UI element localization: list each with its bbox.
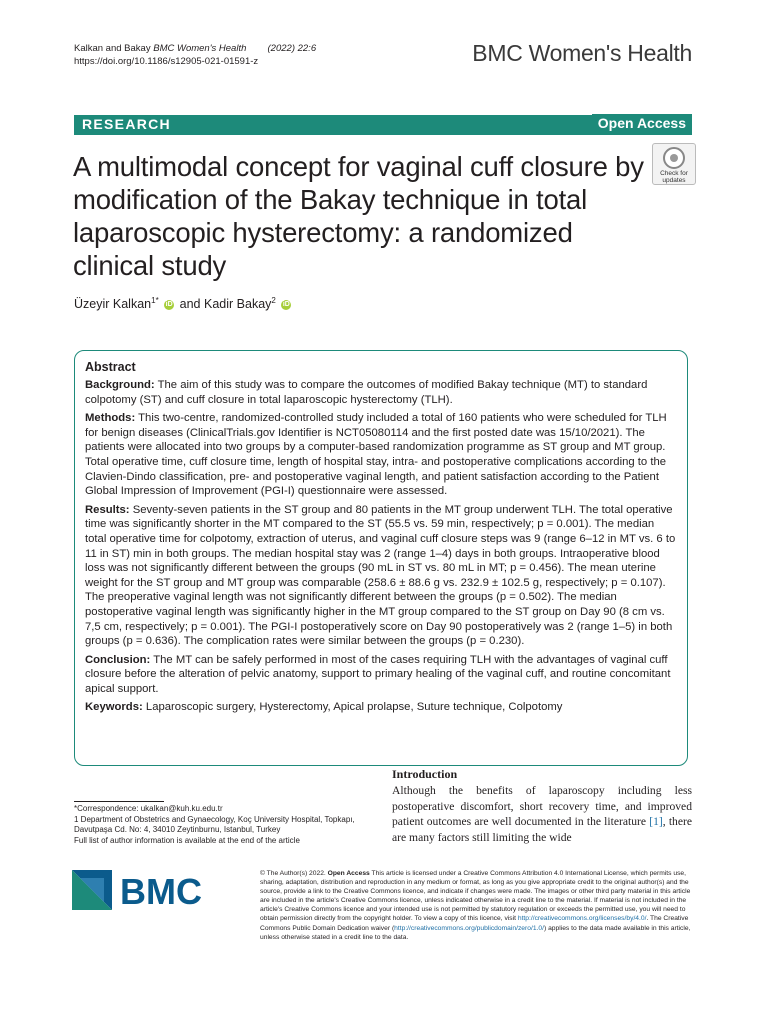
introduction-text — [392, 783, 692, 846]
check-updates-line2: updates — [662, 177, 686, 184]
abstract-methods — [85, 411, 677, 499]
check-updates-line1: Check for — [660, 170, 688, 177]
introduction-heading: Introduction — [392, 767, 458, 781]
author-info-note: Full list of author information is available at the end of the article — [74, 835, 300, 845]
header-doi-link[interactable]: https://doi.org/10.1186/s12905-021-01591-z — [74, 56, 259, 67]
intro-text-part1: Although the benefits of laparoscopy including less postoperative discomfort, short recovery time, and improved patient outcomes are well documented in the literature — [392, 784, 692, 829]
article-title: A multimodal concept for vaginal cuff closure by modification of the Bakay technique in total laparoscopic hysterectomy: a randomized clinical study — [73, 151, 644, 281]
check-for-updates-button[interactable] — [652, 143, 696, 185]
author-1-affiliation: 1* — [151, 296, 159, 305]
journal-name: BMC Women's Health — [472, 40, 692, 66]
license-text-2: . The Creative Commons Public Domain Dedication waiver ( — [260, 915, 689, 932]
abstract-keywords — [85, 700, 677, 715]
header-journal: BMC Women's Health — [153, 43, 247, 54]
license-text-3: ) applies to the data made available in this article, unless otherwise stated in a credit line to the data. — [260, 924, 691, 941]
open-access-badge: Open Access — [592, 114, 692, 133]
methods-text: This two-centre, randomized-controlled study included a total of 160 patients who were scheduled for TLH for benign diseases (ClinicalTrials.gov Identifier is NCT05080114 and the first posted date was 15/10/2021). The patients were allocated into two groups by a computer-based randomization programme as ST group and MT group. Total operative time, cuff closure time, length of hospital stay, intra- and postoperative complications according to the Clavien-Dindo classification, pre- and postoperative vaginal length, and patient satisfaction according to the Patient Global Impression of Improvement (PGI-I) questionnaire were assessed. — [85, 412, 667, 498]
conclusion-text: The MT can be safely performed in most of the cases requiring TLH with the advantages of vaginal cuff closure before the alteration of pelvic anatomy, support to primary healing of the vaginal cuff, and routine concomitant apical support. — [85, 653, 671, 695]
keywords-label: Keywords: — [85, 701, 143, 714]
bmc-logo-mark — [72, 870, 217, 912]
article-type-band — [74, 115, 692, 135]
footnote-divider — [74, 801, 164, 802]
license-cc0-link[interactable]: http://creativecommons.org/publicdomain/zero/1.0/ — [394, 924, 544, 932]
research-label: RESEARCH — [82, 116, 171, 132]
author-2-affiliation: 2 — [271, 296, 276, 305]
author-list — [74, 296, 293, 311]
license-open-access: Open Access — [327, 870, 370, 877]
license-cc-by-link[interactable]: http://creativecommons.org/licenses/by/4.0/ — [517, 915, 647, 923]
author-2[interactable]: Kadir Bakay — [204, 297, 272, 312]
background-label: Background: — [85, 379, 155, 391]
license-copyright: © The Author(s) 2022. — [260, 870, 326, 877]
abstract-results — [85, 503, 677, 649]
intro-text-part2: , there are many factors still limiting the wide — [392, 815, 692, 845]
author-1[interactable]: Üzeyir Kalkan — [74, 297, 152, 312]
affiliation-1: 1 Department of Obstetrics and Gynaecology, Koç University Hospital, Topkapı, Davutpaşa Cd. No: 4, 34010 Zeytinburnu, Istanbul, Turkey — [74, 814, 355, 835]
license-text-1: This article is licensed under a Creative Commons Attribution 4.0 International License, which permits use, sharing, adaptation, distribution and reproduction in any medium or format, as long as you give appropriate credit to the original author(s) and the source, provide a link to the Creative Commons licence, and indicate if changes were made. The images or other third party material in this article are included in the article's Creative Commons licence, unless indicated otherwise in a credit line to the material. If material is not included in the article's Creative Commons licence and your intended use is not permitted by statutory regulation or exceeds the permitted use, you will need to obtain permission directly from the copyright holder. To view a copy of this licence, visit — [260, 870, 691, 923]
orcid-icon[interactable]: iD — [282, 300, 290, 308]
citation-link[interactable]: [1] — [649, 815, 663, 829]
abstract-background — [85, 378, 677, 407]
abstract-heading: Abstract — [85, 360, 136, 374]
author-and: and — [179, 297, 201, 312]
correspondence-footnote — [74, 804, 374, 846]
orcid-icon[interactable]: iD — [165, 300, 173, 308]
background-text: The aim of this study was to compare the outcomes of modified Bakay technique (MT) to standard colpotomy (ST) and cuff closure in total laparoscopic hysterectomy (TLH). — [85, 379, 648, 406]
header-authors: Kalkan and Bakay — [74, 43, 151, 54]
results-text: Seventy-seven patients in the ST group and 80 patients in the MT group underwent TLH. The total operative time was significantly shorter in the MT compared to the ST (55.5 vs. 59 min, respectively; p = 0.001). The median total operative time for colpotomy, extraction of uterus, and vaginal cuff closure steps was 9 (range 6–12 in MT vs. 6 to 11 in ST) min in both groups. The median hospital stay was 2 (range 1–4) days in both groups. Intraoperative blood loss was not significantly different between the groups (90 mL in ST vs. 80 mL in MT; p = 0.456). The mean uterine weight for the ST group and MT group was comparable (258.6 ± 88.6 g vs. 232.9 ± 102.5 g, respectively; p = 0.107). The preoperative vaginal length was not significantly different between the groups (p = 0.502). The median postoperative vaginal length was significantly higher in the MT group compared to the ST group on Day 90 (8 cm vs. 7,5 cm, respectively; p = 0.001). The PGI-I postoperatively score on Day 90 postoperatively was 2 (range 1–5) in both groups (p = 0.636). The complication rates were similar between the groups (p = 0.230). — [85, 503, 676, 648]
correspondence-email[interactable]: *Correspondence: ukalkan@kuh.ku.edu.tr — [74, 804, 223, 813]
header-year-volume: (2022) 22:6 — [267, 43, 317, 54]
check-updates-label — [653, 170, 695, 184]
license-statement — [260, 869, 694, 942]
bmc-logo-text: BMC — [120, 871, 202, 912]
keywords-text: Laparoscopic surgery, Hysterectomy, Apical prolapse, Suture technique, Colpotomy — [145, 701, 563, 714]
abstract-box — [74, 350, 688, 766]
abstract-conclusion — [85, 653, 677, 697]
results-label: Results: — [85, 503, 130, 516]
methods-label: Methods: — [85, 412, 136, 425]
conclusion-label: Conclusion: — [85, 653, 151, 666]
check-updates-icon — [663, 147, 685, 169]
bmc-logo — [72, 870, 217, 917]
article-citation-header — [74, 42, 316, 68]
